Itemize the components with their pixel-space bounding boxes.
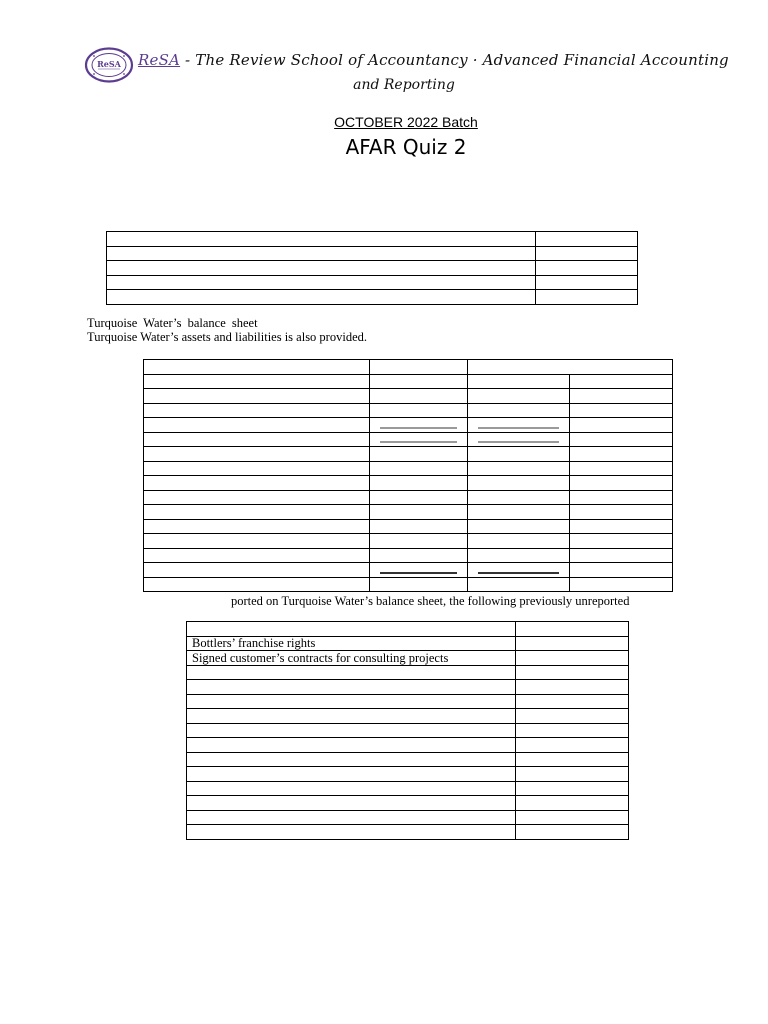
table-row <box>144 432 673 447</box>
table-cell <box>468 490 570 505</box>
table-cell <box>187 694 516 709</box>
table-cell <box>107 275 536 290</box>
table-cell <box>516 723 629 738</box>
table-cell <box>516 709 629 724</box>
table-row <box>144 374 673 389</box>
table-cell <box>468 461 570 476</box>
table-cell <box>187 738 516 753</box>
subtotal-rule <box>468 418 570 433</box>
table-cell <box>370 505 468 520</box>
table-row <box>187 694 629 709</box>
table-cell <box>468 476 570 491</box>
unreported-items-table <box>186 621 629 840</box>
unreported-text: ported on Turquoise Water’s balance sheet, the following previously unreported <box>231 594 630 608</box>
table-cell <box>468 374 570 389</box>
table-cell <box>144 577 370 592</box>
table-cell <box>144 360 370 375</box>
table-cell <box>570 548 673 563</box>
table-cell <box>516 767 629 782</box>
table-row <box>187 636 629 651</box>
table-cell <box>516 810 629 825</box>
table-cell <box>144 490 370 505</box>
table-cell <box>570 563 673 578</box>
table-cell <box>468 505 570 520</box>
total-rule <box>468 563 570 578</box>
table-row <box>187 796 629 811</box>
table-cell <box>536 232 638 247</box>
subtotal-rule <box>370 418 468 433</box>
table-row <box>187 651 629 666</box>
quiz-title: AFAR Quiz 2 <box>345 135 467 159</box>
table-cell <box>370 519 468 534</box>
table-cell <box>187 665 516 680</box>
table-cell <box>107 261 536 276</box>
table-cell <box>144 374 370 389</box>
document-header <box>84 44 729 100</box>
table-cell <box>570 519 673 534</box>
table-cell <box>144 563 370 578</box>
batch-label: OCTOBER 2022 Batch <box>334 114 478 130</box>
table-cell <box>570 403 673 418</box>
table-cell <box>570 476 673 491</box>
answer-table-1 <box>106 231 638 305</box>
table-cell <box>468 548 570 563</box>
table-cell <box>516 665 629 680</box>
table-row <box>107 232 638 247</box>
table-cell <box>187 810 516 825</box>
table-cell <box>468 519 570 534</box>
table-cell <box>187 723 516 738</box>
paragraph-line: Turquoise Water’s balance sheet <box>87 316 258 330</box>
table-cell <box>570 447 673 462</box>
table-row <box>187 622 629 637</box>
table-cell <box>187 680 516 695</box>
logo-text: ReSA <box>97 59 121 69</box>
table-row <box>144 447 673 462</box>
table-cell <box>536 290 638 305</box>
table-row <box>187 752 629 767</box>
table-cell <box>144 519 370 534</box>
table-row <box>187 723 629 738</box>
table-row <box>144 548 673 563</box>
table-cell <box>187 796 516 811</box>
table-cell <box>570 374 673 389</box>
table-cell <box>370 389 468 404</box>
table-cell <box>570 432 673 447</box>
table-cell <box>468 447 570 462</box>
table-cell <box>144 534 370 549</box>
table-cell <box>187 781 516 796</box>
table-cell <box>468 534 570 549</box>
header-brand: ReSA <box>138 51 181 69</box>
table-cell <box>516 781 629 796</box>
table-row <box>107 246 638 261</box>
header-title-rest: - The Review School of Accountancy · Advanced Financial Accounting <box>180 51 729 69</box>
table-cell <box>144 548 370 563</box>
table-cell <box>516 636 629 651</box>
table-cell <box>144 403 370 418</box>
table-row <box>107 261 638 276</box>
subtotal-rule <box>370 432 468 447</box>
item-label: Signed customer’s contracts for consulting projects <box>187 651 516 666</box>
table-cell <box>107 290 536 305</box>
table-cell <box>370 461 468 476</box>
table-cell <box>516 694 629 709</box>
table-row <box>144 418 673 433</box>
table-cell <box>187 622 516 637</box>
problem-paragraph <box>87 316 367 344</box>
table-cell <box>370 360 468 375</box>
table-cell <box>570 389 673 404</box>
header-title <box>138 51 729 69</box>
table-row <box>144 360 673 375</box>
table-cell <box>516 651 629 666</box>
table-cell <box>370 548 468 563</box>
table-cell <box>370 577 468 592</box>
table-cell <box>144 447 370 462</box>
table-row <box>187 665 629 680</box>
table-cell <box>468 389 570 404</box>
table-cell <box>468 403 570 418</box>
table-cell <box>144 389 370 404</box>
paragraph-line: Turquoise Water’s assets and liabilities is also provided. <box>87 330 367 344</box>
table-cell <box>536 275 638 290</box>
table-row <box>144 490 673 505</box>
total-rule <box>370 563 468 578</box>
header-subtitle: and Reporting <box>353 77 455 93</box>
subtotal-rule <box>468 432 570 447</box>
table-cell <box>516 825 629 840</box>
table-row <box>187 767 629 782</box>
table-cell <box>570 534 673 549</box>
table-cell <box>370 447 468 462</box>
table-row <box>187 709 629 724</box>
table-row <box>144 577 673 592</box>
table-cell <box>370 534 468 549</box>
table-cell <box>570 418 673 433</box>
balance-sheet-table <box>143 359 673 592</box>
table-cell <box>370 403 468 418</box>
table-row <box>144 519 673 534</box>
table-cell <box>516 752 629 767</box>
table-cell <box>187 825 516 840</box>
table-cell <box>144 461 370 476</box>
table-row <box>187 680 629 695</box>
table-row <box>144 389 673 404</box>
table-cell <box>516 738 629 753</box>
table-cell <box>187 709 516 724</box>
item-label: Bottlers’ franchise rights <box>187 636 516 651</box>
table-cell <box>570 505 673 520</box>
table-cell <box>516 796 629 811</box>
table-row <box>144 476 673 491</box>
table-row <box>107 290 638 305</box>
table-row <box>144 563 673 578</box>
table-cell <box>370 374 468 389</box>
table-row <box>187 810 629 825</box>
table-cell <box>370 490 468 505</box>
table-cell <box>516 622 629 637</box>
table-cell <box>107 232 536 247</box>
table-cell <box>468 577 570 592</box>
table-row <box>144 505 673 520</box>
table-header-cell <box>468 360 673 375</box>
table-cell <box>144 476 370 491</box>
table-row <box>187 781 629 796</box>
table-row <box>144 461 673 476</box>
table-cell <box>570 577 673 592</box>
table-cell <box>144 418 370 433</box>
table-row <box>144 403 673 418</box>
table-cell <box>107 246 536 261</box>
table-cell <box>536 261 638 276</box>
table-row <box>144 534 673 549</box>
table-row <box>187 738 629 753</box>
table-row <box>107 275 638 290</box>
table-cell <box>144 505 370 520</box>
table-cell <box>370 476 468 491</box>
table-cell <box>516 680 629 695</box>
table-cell <box>144 432 370 447</box>
table-cell <box>536 246 638 261</box>
table-cell <box>570 461 673 476</box>
table-cell <box>570 490 673 505</box>
table-row <box>187 825 629 840</box>
table-cell <box>187 752 516 767</box>
table-cell <box>187 767 516 782</box>
